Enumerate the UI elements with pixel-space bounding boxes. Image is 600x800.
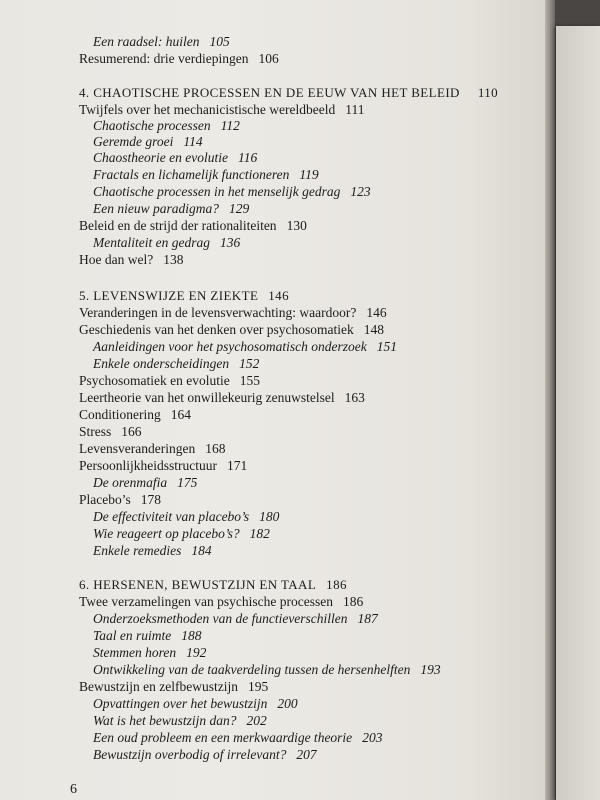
- toc-item: Geschiedenis van het denken over psychosomatiek 148: [79, 322, 385, 337]
- toc-item: Conditionering 164: [79, 407, 191, 422]
- toc-item: Bewustzijn en zelfbewustzijn 195: [79, 679, 269, 694]
- toc-item: Levensveranderingen 168: [79, 441, 226, 456]
- facing-page: [556, 26, 600, 800]
- toc-sub-item: Aanleidingen voor het psychosomatisch onderzoek 151: [93, 339, 397, 354]
- toc-item: Placebo’s 178: [79, 492, 161, 507]
- toc-item: Twijfels over het mechanicistische wereldbeeld 111: [79, 102, 365, 117]
- toc-sub-item: De effectiviteit van placebo’s 180: [93, 509, 280, 524]
- toc-sub-item: Fractals en lichamelijk functioneren 119: [93, 167, 319, 182]
- toc-item: Stress 166: [79, 424, 142, 439]
- toc-sub-item: Wie reageert op placebo’s? 182: [93, 526, 270, 541]
- toc-sub-item: Stemmen horen 192: [93, 645, 207, 660]
- toc-sub-item: Enkele onderscheidingen 152: [93, 356, 260, 371]
- toc-sub-item: Ontwikkeling van de taakverdeling tussen de hersenhelften 193: [93, 662, 441, 677]
- toc-sub-item: Taal en ruimte 188: [93, 628, 202, 643]
- toc-item: Resumerend: drie verdiepingen 106: [79, 51, 279, 66]
- toc-sub-item: Een nieuw paradigma? 129: [93, 201, 250, 216]
- toc-item: Beleid en de strijd der rationaliteiten 130: [79, 218, 307, 233]
- toc-chapter-heading: 6. HERSENEN, BEWUSTZIJN EN TAAL 186: [79, 577, 347, 592]
- toc-item: Veranderingen in de levensverwachting: waardoor? 146: [79, 305, 387, 320]
- toc-sub-item: Geremde groei 114: [93, 134, 203, 149]
- toc-sub-item: Chaostheorie en evolutie 116: [93, 150, 258, 165]
- toc-item: Hoe dan wel? 138: [79, 252, 184, 267]
- toc-item: Leertheorie van het onwillekeurig zenuwstelsel 163: [79, 390, 365, 405]
- toc-sub-item: Een oud probleem en een merkwaardige theorie 203: [93, 730, 383, 745]
- toc-sub-item: Een raadsel: huilen 105: [93, 34, 230, 49]
- toc-sub-item: Bewustzijn overbodig of irrelevant? 207: [93, 747, 317, 762]
- toc-sub-item: Mentaliteit en gedrag 136: [93, 235, 241, 250]
- toc-sub-item: Onderzoeksmethoden van de functieverschillen 187: [93, 611, 378, 626]
- toc-sub-item: Enkele remedies 184: [93, 543, 212, 558]
- toc-sub-item: Opvattingen over het bewustzijn 200: [93, 696, 298, 711]
- toc-sub-item: Wat is het bewustzijn dan? 202: [93, 713, 267, 728]
- toc-sub-item: Chaotische processen 112: [93, 118, 240, 133]
- toc-item: Persoonlijkheidsstructuur 171: [79, 458, 248, 473]
- toc-chapter-heading: 5. LEVENSWIJZE EN ZIEKTE 146: [79, 288, 289, 303]
- toc-sub-item: De orenmafia 175: [93, 475, 198, 490]
- page-number: 6: [70, 782, 77, 797]
- toc-chapter-heading: 4. CHAOTISCHE PROCESSEN EN DE EEUW VAN HET BELEID 110: [79, 85, 499, 100]
- toc-item: Twee verzamelingen van psychische processen 186: [79, 594, 364, 609]
- toc-sub-item: Chaotische processen in het menselijk gedrag 123: [93, 184, 371, 199]
- toc-item: Psychosomatiek en evolutie 155: [79, 373, 260, 388]
